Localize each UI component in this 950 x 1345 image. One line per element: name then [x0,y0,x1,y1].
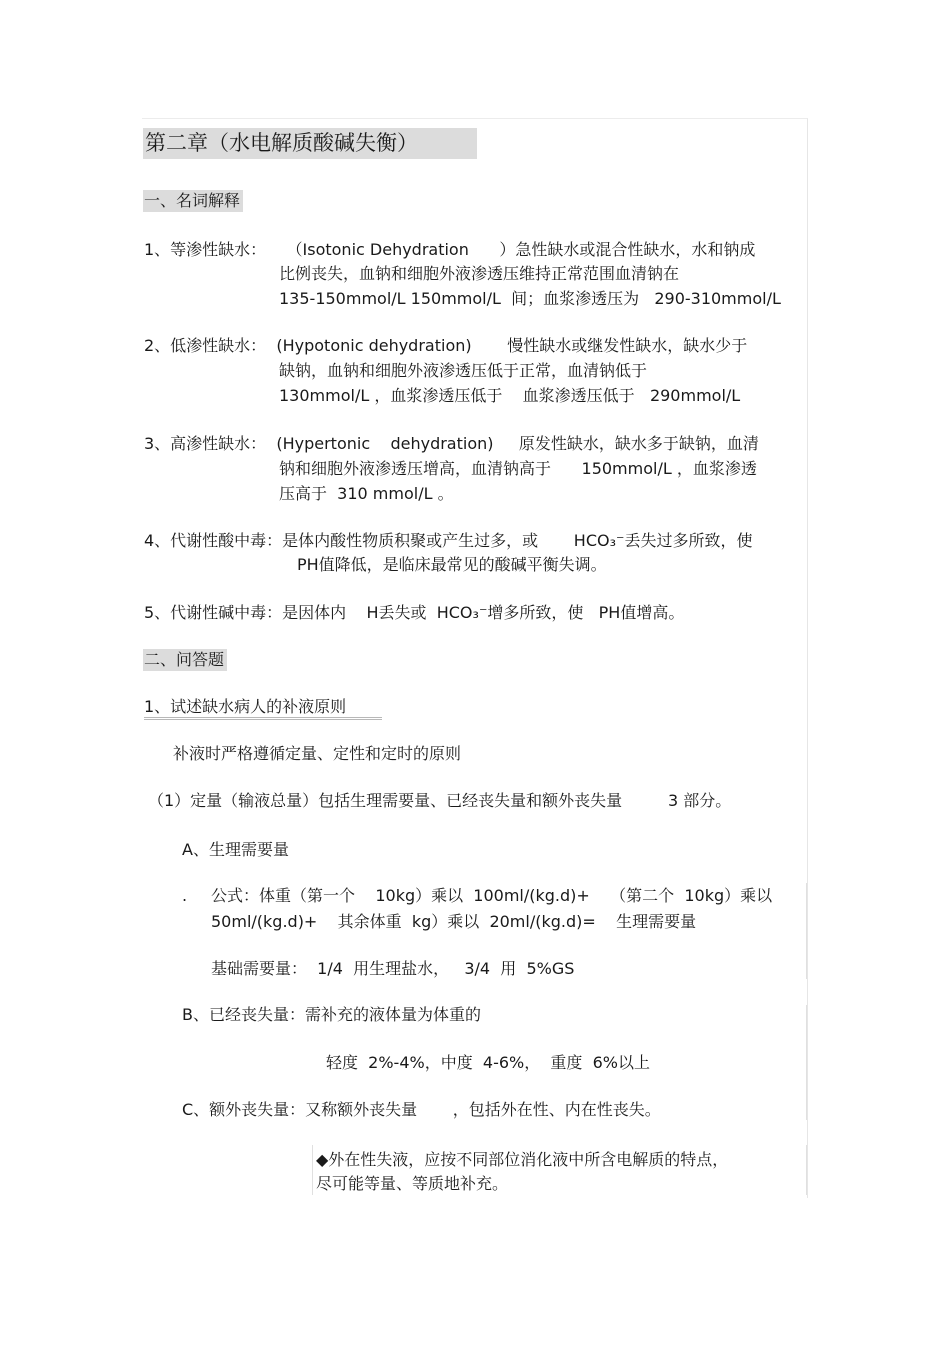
item-a-label: A、生理需要量 [182,840,289,859]
item-b-degrees: 轻度 2%-4%，中度 4-6%， 重度 6%以上 [326,1053,650,1072]
term-2-line-3: 130mmol/L ，血浆渗透压低于 血浆渗透压低于 290mmol/L [279,386,741,405]
question-1: 1、试述缺水病人的补液原则 [144,697,382,720]
chapter-title: 第二章（水电解质酸碱失衡） [143,128,477,159]
block-border-right [806,1005,807,1120]
block-border-left [312,1145,313,1195]
section-heading-qa: 二、问答题 [143,649,227,671]
term-1-line-2: 比例丧失，血钠和细胞外液渗透压维持正常范围血清钠在 [279,264,680,283]
term-1-line-1: 1、等渗性缺水： （Isotonic Dehydration ）急性缺水或混合性缺水，水和钠成 [144,240,756,259]
item-c-detail-line-2: 尽可能等量、等质地补充。 [316,1174,509,1193]
item-c-detail-line-1: ◆外在性失液，应按不同部位消化液中所含电解质的特点， [316,1150,729,1169]
intro-principle: 补液时严格遵循定量、定性和定时的原则 [173,744,462,763]
term-3-line-2: 钠和细胞外液渗透压增高，血清钠高于 150mmol/L ，血浆渗透 [279,459,757,478]
point-1-quantity: （1）定量（输液总量）包括生理需要量、已经丧失量和额外丧失量 3 部分。 [148,791,732,810]
formula-line-1: 公式：体重（第一个 10kg）乘以 100ml/(kg.d)+ （第二个 10kg）乘以 [211,886,773,905]
item-c-label: C、额外丧失量：又称额外丧失量 ，包括外在性、内在性丧失。 [182,1100,661,1119]
item-b-label: B、已经丧失量：需补充的液体量为体重的 [182,1005,481,1024]
block-border-right [806,883,807,979]
term-3-line-3: 压高于 310 mmol/L 。 [279,484,454,503]
term-2-line-1: 2、低渗性缺水： (Hypotonic dehydration) 慢性缺水或继发性缺水，缺水少于 [144,336,748,355]
block-border-right [806,1145,807,1195]
formula-line-2: 50ml/(kg.d)+ 其余体重 kg）乘以 20ml/(kg.d)= 生理需要量 [211,912,697,931]
term-5-line-1: 5、代谢性碱中毒：是因体内 H丢失或 HCO₃⁻增多所致，使 PH值增高。 [144,603,685,622]
term-4-line-1: 4、代谢性酸中毒：是体内酸性物质积聚或产生过多，或 HCO₃⁻丢失过多所致，使 [144,531,753,550]
term-2-line-2: 缺钠，血钠和细胞外液渗透压低于正常，血清钠低于 [279,361,648,380]
item-a-bullet: . [182,886,188,905]
section-heading-terms: 一、名词解释 [143,190,243,212]
basic-requirement: 基础需要量： 1/4 用生理盐水， 3/4 用 5%GS [211,959,575,978]
term-3-line-1: 3、高渗性缺水： (Hypertonic dehydration) 原发性缺水，缺水多于缺钠，血清 [144,434,759,453]
term-4-line-2: PH值降低，是临床最常见的酸碱平衡失调。 [297,555,607,574]
term-1-line-3: 135-150mmol/L 150mmol/L 间；血浆渗透压为 290-310mmol/L [279,289,781,308]
